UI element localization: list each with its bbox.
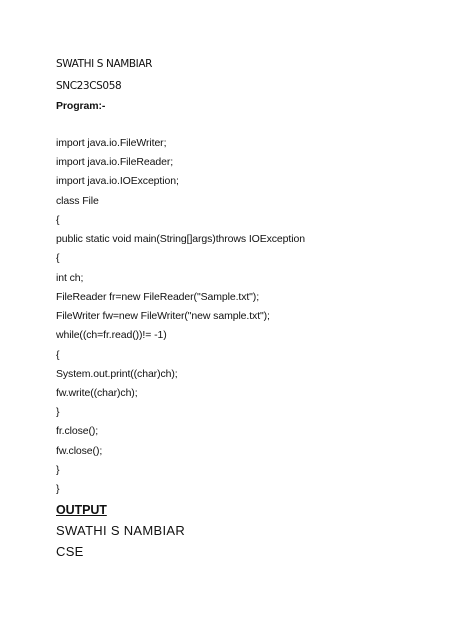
output-line: SWATHI S NAMBIAR — [56, 523, 186, 538]
code-line: } — [56, 483, 60, 495]
code-line: int ch; — [56, 272, 84, 284]
code-line: import java.io.FileReader; — [56, 156, 174, 168]
output-line: CSE — [56, 544, 84, 559]
code-line: FileReader fr=new FileReader("Sample.txt"); — [56, 291, 260, 303]
code-line: fw.close(); — [56, 445, 103, 457]
code-line: { — [56, 214, 60, 226]
author-name: SWATHI S NAMBIAR — [56, 58, 153, 70]
code-line: while((ch=fr.read())!= -1) — [56, 329, 167, 341]
code-line: { — [56, 349, 60, 361]
code-line: { — [56, 252, 60, 264]
code-line: } — [56, 464, 60, 476]
code-line: FileWriter fw=new FileWriter("new sample.txt"); — [56, 310, 270, 322]
code-line: } — [56, 406, 60, 418]
code-line: class File — [56, 195, 99, 207]
output-heading: OUTPUT — [56, 503, 107, 517]
program-label: Program:- — [56, 100, 106, 112]
code-line: fr.close(); — [56, 425, 99, 437]
code-line: fw.write((char)ch); — [56, 387, 138, 399]
code-line: System.out.print((char)ch); — [56, 368, 178, 380]
code-line: import java.io.IOException; — [56, 175, 179, 187]
roll-number: SNC23CS058 — [56, 80, 122, 92]
code-line: import java.io.FileWriter; — [56, 137, 167, 149]
code-line: public static void main(String[]args)throws IOException — [56, 233, 305, 245]
